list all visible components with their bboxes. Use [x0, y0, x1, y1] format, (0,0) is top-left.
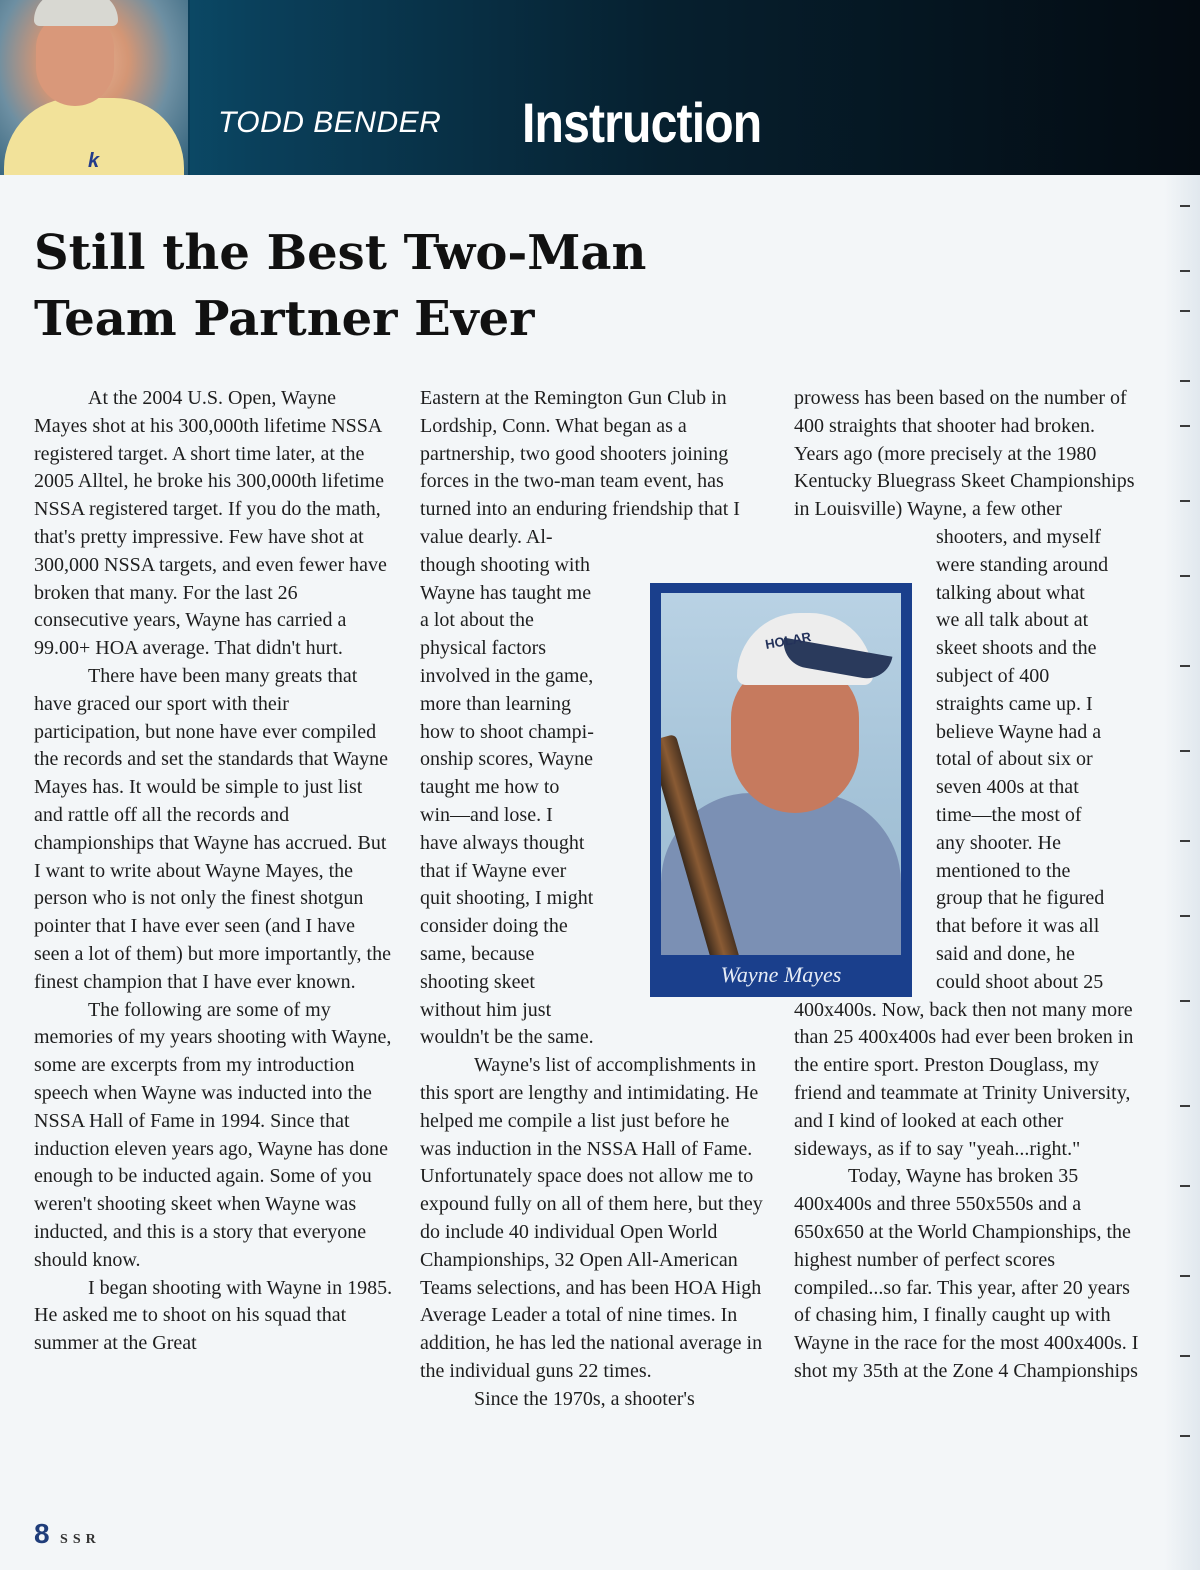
text-line: though shooting with: [420, 553, 591, 576]
text-line: seven 400s at that: [936, 776, 1079, 799]
text-line: win—and lose. I: [420, 803, 553, 826]
author-photo: [0, 0, 190, 175]
text-line: group that he figured: [936, 887, 1105, 910]
paragraph: Wayne's list of accomplishments in this sport are lengthy and intimidating. He helped me compile a list just before he was induction in the NSSA Hall of Fame. Unfortunately space does not allow me to expound fully on all of them here, but they do include 40 individual Open World Championships, 32 Open All-American Teams selections, and has been HOA High Average Leader a total of nine times. In addition, he has led the national average in the individual guns 22 times.: [420, 1054, 763, 1382]
text-line: any shooter. He: [936, 831, 1061, 854]
photo-caption: Wayne Mayes: [720, 962, 842, 987]
page-folio: [34, 1518, 101, 1550]
section-title: Instruction: [522, 91, 762, 154]
text-line: physical factors: [420, 637, 547, 660]
text-line: said and done, he: [936, 942, 1075, 965]
text-line: were standing around: [936, 553, 1109, 576]
text-line: time—the most of: [936, 803, 1082, 826]
text-line: that before it was all: [936, 915, 1100, 938]
text-line: mentioned to the: [936, 859, 1071, 882]
paragraph: There have been many greats that have graced our sport with their participation, but none have ever compiled the records and set the standards that Wayne Mayes has. It would be simple to just list and rattle off all the records and championships that Wayne has accrued. But I want to write about Wayne Mayes, the person who is not only the finest shotgun pointer that I have ever seen (and I have seen a lot of them) but more importantly, the finest champion that I have ever known.: [34, 664, 391, 993]
paragraph: Eastern at the Remington Gun Club in Lordship, Conn. What began as a partnership, two good shooters joining forces in the two-man team event, has turned into an enduring friendship that I value dearly. Al-: [420, 387, 740, 548]
text-line: quit shooting, I might: [420, 887, 594, 910]
title-line-1: Still the Best Two-Man: [34, 225, 647, 281]
photo-figure: [650, 583, 912, 997]
text-line: shooters, and myself: [936, 525, 1101, 548]
text-line: that if Wayne ever: [420, 859, 567, 882]
paragraph: I began shooting with Wayne in 1985. He asked me to shoot on his squad that summer at the Great: [34, 1276, 393, 1355]
text-line: we all talk about at: [936, 609, 1089, 632]
paragraph: Today, Wayne has broken 35 400x400s and three 550x550s and a 650x650 at the World Championships, the highest number of perfect scores compiled...so far. This year, after 20 years of chasing him, I finally caught up with Wayne in the race for the most 400x400s. I shot my 35th at the Zone 4 Championships: [794, 1165, 1139, 1382]
text-line: involved in the game,: [420, 664, 594, 687]
text-line: straights came up. I: [936, 692, 1093, 715]
text-line: total of about six or: [936, 748, 1093, 771]
shirt-logo: k: [88, 150, 100, 172]
text-line: taught me how to: [420, 776, 560, 799]
text-line: onship scores, Wayne: [420, 748, 593, 771]
text-line: shooting skeet: [420, 970, 535, 993]
title-line-2: Team Partner Ever: [34, 291, 535, 347]
text-line: subject of 400: [936, 664, 1050, 687]
text-line: Wayne has taught me: [420, 581, 592, 604]
paragraph: prowess has been based on the number of 400 straights that shooter had broken. Years ago (more precisely at the 1980 Kentucky Bluegrass Skeet Championships in Louisville) Wayne, a few other: [794, 387, 1135, 521]
text-line: how to shoot champi-: [420, 720, 594, 743]
paragraph: The following are some of my memories of my years shooting with Wayne, some are excerpts from my introduction speech when Wayne was inducted into the NSSA Hall of Fame in 1994. Since that induction eleven years ago, Wayne has done enough to be inducted again. Some of you weren't shooting skeet when Wayne was inducted, and this is a story that everyone should know.: [34, 998, 392, 1271]
hat-text: HOLAR: [764, 629, 813, 652]
text-line: more than learning: [420, 692, 572, 715]
text-line: talking about what: [936, 581, 1085, 604]
paragraph: At the 2004 U.S. Open, Wayne Mayes shot at his 300,000th lifetime NSSA registered target. A short time later, at the 2005 Alltel, he broke his 300,000th lifetime NSSA registered target. If you do the math, that's pretty impressive. Few have shot at 300,000 NSSA targets, and even fewer have broken that many. For the last 26 consecutive years, Wayne has carried a 99.00+ HOA average. That didn't hurt.: [34, 387, 387, 660]
text-line: consider doing the: [420, 915, 568, 938]
text-line: could shoot about 25: [936, 970, 1104, 993]
text-line: have always thought: [420, 831, 585, 854]
text-line: same, because: [420, 942, 535, 965]
paragraph: Since the 1970s, a shooter's: [474, 1387, 695, 1410]
article-title: [34, 220, 794, 352]
page-number: 8: [34, 1518, 50, 1549]
page-edge: [1164, 175, 1200, 1570]
magazine-name: SSR: [60, 1532, 101, 1547]
text-line: a lot about the: [420, 609, 534, 632]
text-line: wouldn't be the same.: [420, 1026, 594, 1049]
author-name: TODD BENDER: [218, 106, 442, 139]
wayne-mayes-photo: [661, 593, 901, 955]
header-banner: [0, 0, 1200, 175]
text-line: without him just: [420, 998, 552, 1021]
paragraph: 400x400s. Now, back then not many more than 25 400x400s had ever been broken in the entire sport. Preston Douglass, my friend and teammate at Trinity University, and I kind of looked at each other sideways, as if to say "yeah...right.": [794, 998, 1134, 1160]
text-line: believe Wayne had a: [936, 720, 1102, 743]
column-1: [34, 385, 394, 1358]
text-line: skeet shoots and the: [936, 637, 1097, 660]
